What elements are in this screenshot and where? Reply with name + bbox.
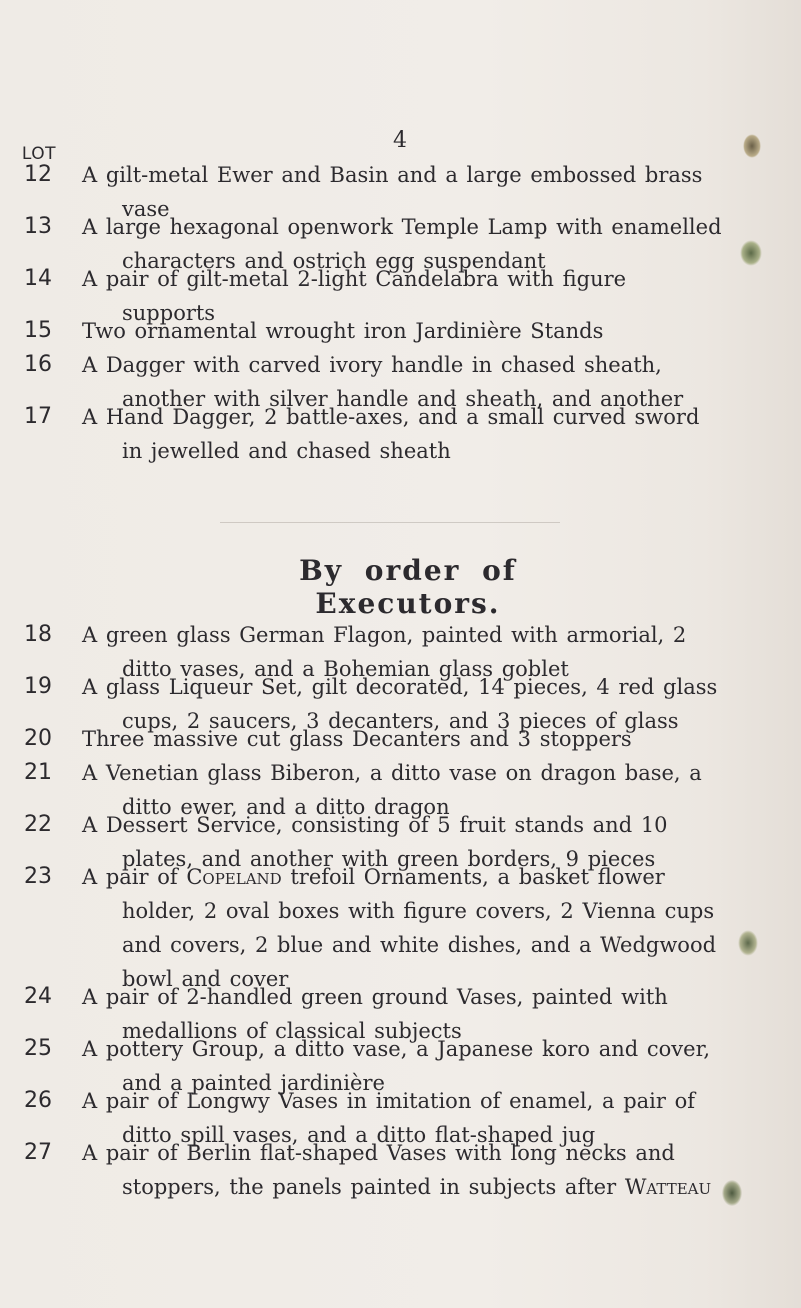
lot-description-line: A pair of 2-handled green ground Vases, painted with	[82, 985, 668, 1009]
lot-description-line: supports	[122, 301, 216, 325]
section-divider	[220, 522, 560, 523]
lot-description-line: A pottery Group, a ditto vase, a Japanese koro and cover,	[82, 1037, 710, 1061]
lot-description-line: A Dagger with carved ivory handle in chased sheath,	[82, 353, 662, 377]
lot-description-line: characters and ostrich egg suspendant	[122, 249, 546, 273]
lot-description-line: stoppers, the panels painted in subjects after Watteau	[122, 1175, 712, 1199]
lot-description-line: A Dessert Service, consisting of 5 fruit stands and 10	[82, 813, 668, 837]
lot-description-line: A pair of Copeland trefoil Ornaments, a basket flower	[82, 865, 665, 889]
lot-description-line: bowl and cover	[122, 967, 289, 991]
lot-number: 24	[24, 984, 52, 1009]
lot-description	[82, 314, 750, 348]
lot-description-line: ditto spill vases, and a ditto flat-shaped jug	[122, 1123, 596, 1147]
lot-description-line: A green glass German Flagon, painted with armorial, 2	[82, 623, 687, 647]
lot-number: 17	[24, 404, 52, 429]
lot-description-line: A large hexagonal openwork Temple Lamp with enamelled	[82, 215, 722, 239]
lot-number: 20	[24, 726, 52, 751]
lot-description-line: vase	[122, 197, 170, 221]
lot-description-line: A pair of Longwy Vases in imitation of enamel, a pair of	[82, 1089, 696, 1113]
lot-description-line: Two ornamental wrought iron Jardinière Stands	[82, 319, 604, 343]
page-number: 4	[393, 128, 407, 153]
margin-mark	[740, 240, 762, 266]
lot-number: 22	[24, 812, 52, 837]
lot-description-line: ditto ewer, and a ditto dragon	[122, 795, 450, 819]
lot-description-line: A glass Liqueur Set, gilt decorated, 14 pieces, 4 red glass	[82, 675, 718, 699]
lot-description-line: in jewelled and chased sheath	[122, 439, 451, 463]
lot-column-header: LOT	[21, 144, 57, 164]
lot-description-line: plates, and another with green borders, 9 pieces	[122, 847, 656, 871]
lot-number: 23	[24, 864, 52, 889]
lot-number: 26	[24, 1088, 52, 1113]
lot-description-line: another with silver handle and sheath, and another	[122, 387, 684, 411]
lot-number: 19	[24, 674, 52, 699]
lot-number: 15	[24, 318, 52, 343]
lot-number: 21	[24, 760, 52, 785]
lot-number: 27	[24, 1140, 52, 1165]
lot-number: 12	[24, 162, 52, 187]
lot-description	[82, 860, 750, 996]
lot-description	[82, 400, 750, 468]
lot-description-line: and a painted jardinière	[122, 1071, 385, 1095]
lot-number: 16	[24, 352, 52, 377]
lot-description-line: A pair of Berlin flat-shaped Vases with long necks and	[82, 1141, 675, 1165]
lot-description-line: ditto vases, and a Bohemian glass goblet	[122, 657, 569, 681]
lot-number: 13	[24, 214, 52, 239]
lot-number: 25	[24, 1036, 52, 1061]
lot-description-line: A pair of gilt-metal 2-light Candelabra with figure	[82, 267, 627, 291]
lot-description-line: A Hand Dagger, 2 battle-axes, and a small curved sword	[82, 405, 700, 429]
lot-description-line: and covers, 2 blue and white dishes, and a Wedgwood	[122, 933, 717, 957]
lot-description-line: A gilt-metal Ewer and Basin and a large embossed brass	[82, 163, 703, 187]
lot-description-line: holder, 2 oval boxes with figure covers, 2 Vienna cups	[122, 899, 715, 923]
lot-number: 14	[24, 266, 52, 291]
lot-description-line: A Venetian glass Biberon, a ditto vase on dragon base, a	[82, 761, 702, 785]
lot-description	[82, 1136, 750, 1204]
lot-description-line: cups, 2 saucers, 3 decanters, and 3 pieces of glass	[122, 709, 679, 733]
margin-mark	[738, 930, 758, 956]
margin-mark	[743, 134, 761, 158]
lot-description	[82, 722, 750, 756]
margin-mark	[722, 1180, 742, 1206]
section-title: By order of Executors.	[299, 554, 517, 620]
lot-description-line: medallions of classical subjects	[122, 1019, 462, 1043]
lot-description-line: Three massive cut glass Decanters and 3 stoppers	[82, 727, 632, 751]
lot-number: 18	[24, 622, 52, 647]
